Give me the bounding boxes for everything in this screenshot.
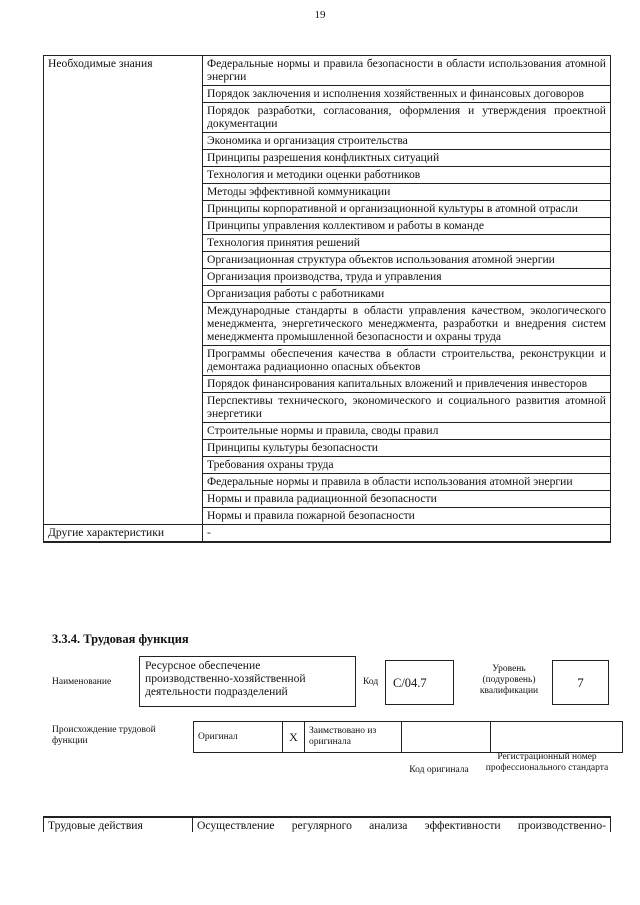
knowledge-item: Требования охраны труда	[203, 457, 611, 474]
code-label: Код	[363, 677, 379, 687]
actions-table	[43, 816, 611, 832]
origin-label: Происхождение трудовой функции	[52, 725, 156, 746]
reg-number-cell	[491, 722, 623, 753]
other-row	[44, 525, 611, 543]
knowledge-item: Федеральные нормы и правила безопасности в области использования атомной энергии	[203, 56, 611, 86]
origin-code-caption: Код оригинала	[409, 765, 469, 775]
knowledge-item: Порядок финансирования капитальных вложений и привлечения инвесторов	[203, 376, 611, 393]
knowledge-item: Принципы разрешения конфликтных ситуаций	[203, 150, 611, 167]
original-cell: Оригинал	[194, 722, 283, 753]
level-label: Уровень (подуровень) квалификации	[479, 664, 539, 696]
function-name-box: Ресурсное обеспечение производственно-хозяйственной деятельности подразделений	[139, 656, 356, 707]
knowledge-item: Организация работы с работниками	[203, 286, 611, 303]
function-code-box: С/04.7	[385, 660, 454, 705]
action-item: Осуществление регулярного анализа эффективности производственно-	[193, 817, 611, 832]
origin-code-cell	[402, 722, 491, 753]
knowledge-item: Программы обеспечения качества в области строительства, реконструкции и демонтажа радиационно опасных объектов	[203, 346, 611, 376]
knowledge-item: Технология и методики оценки работников	[203, 167, 611, 184]
knowledge-label: Необходимые знания	[44, 56, 203, 525]
knowledge-row	[44, 56, 611, 86]
knowledge-item: Принципы управления коллективом и работы в команде	[203, 218, 611, 235]
section-title: 3.3.4. Трудовая функция	[52, 632, 189, 646]
level-box: 7	[552, 660, 609, 705]
knowledge-item: Федеральные нормы и правила в области использования атомной энергии	[203, 474, 611, 491]
other-label: Другие характеристики	[44, 525, 203, 543]
knowledge-item: Международные стандарты в области управления качеством, экологического менеджмента, энергетического менеджмента, разработки и внедрения систем менеджмента промышленной безопасности и охраны труда	[203, 303, 611, 346]
knowledge-item: Организация производства, труда и управления	[203, 269, 611, 286]
knowledge-item: Порядок заключения и исполнения хозяйственных и финансовых договоров	[203, 86, 611, 103]
page-number: 19	[314, 9, 326, 21]
name-label: Наименование	[52, 677, 112, 687]
knowledge-item: Технология принятия решений	[203, 235, 611, 252]
borrowed-cell: Заимствовано из оригинала	[305, 722, 402, 753]
knowledge-item: Порядок разработки, согласования, оформления и утверждения проектной документации	[203, 103, 611, 133]
reg-number-caption: Регистрационный номер профессионального стандарта	[485, 752, 609, 773]
knowledge-table	[43, 55, 611, 543]
knowledge-item: Строительные нормы и правила, своды правил	[203, 423, 611, 440]
other-value: -	[203, 525, 611, 543]
knowledge-item: Нормы и правила радиационной безопасности	[203, 491, 611, 508]
knowledge-item: Организационная структура объектов использования атомной энергии	[203, 252, 611, 269]
knowledge-item: Принципы корпоративной и организационной культуры в атомной отрасли	[203, 201, 611, 218]
knowledge-item: Экономика и организация строительства	[203, 133, 611, 150]
original-mark: Х	[283, 722, 305, 753]
knowledge-item: Методы эффективной коммуникации	[203, 184, 611, 201]
knowledge-item: Нормы и правила пожарной безопасности	[203, 508, 611, 525]
knowledge-item: Принципы культуры безопасности	[203, 440, 611, 457]
actions-label: Трудовые действия	[44, 817, 193, 832]
origin-table	[193, 721, 623, 753]
knowledge-item: Перспективы технического, экономического и социального развития атомной энергетики	[203, 393, 611, 423]
